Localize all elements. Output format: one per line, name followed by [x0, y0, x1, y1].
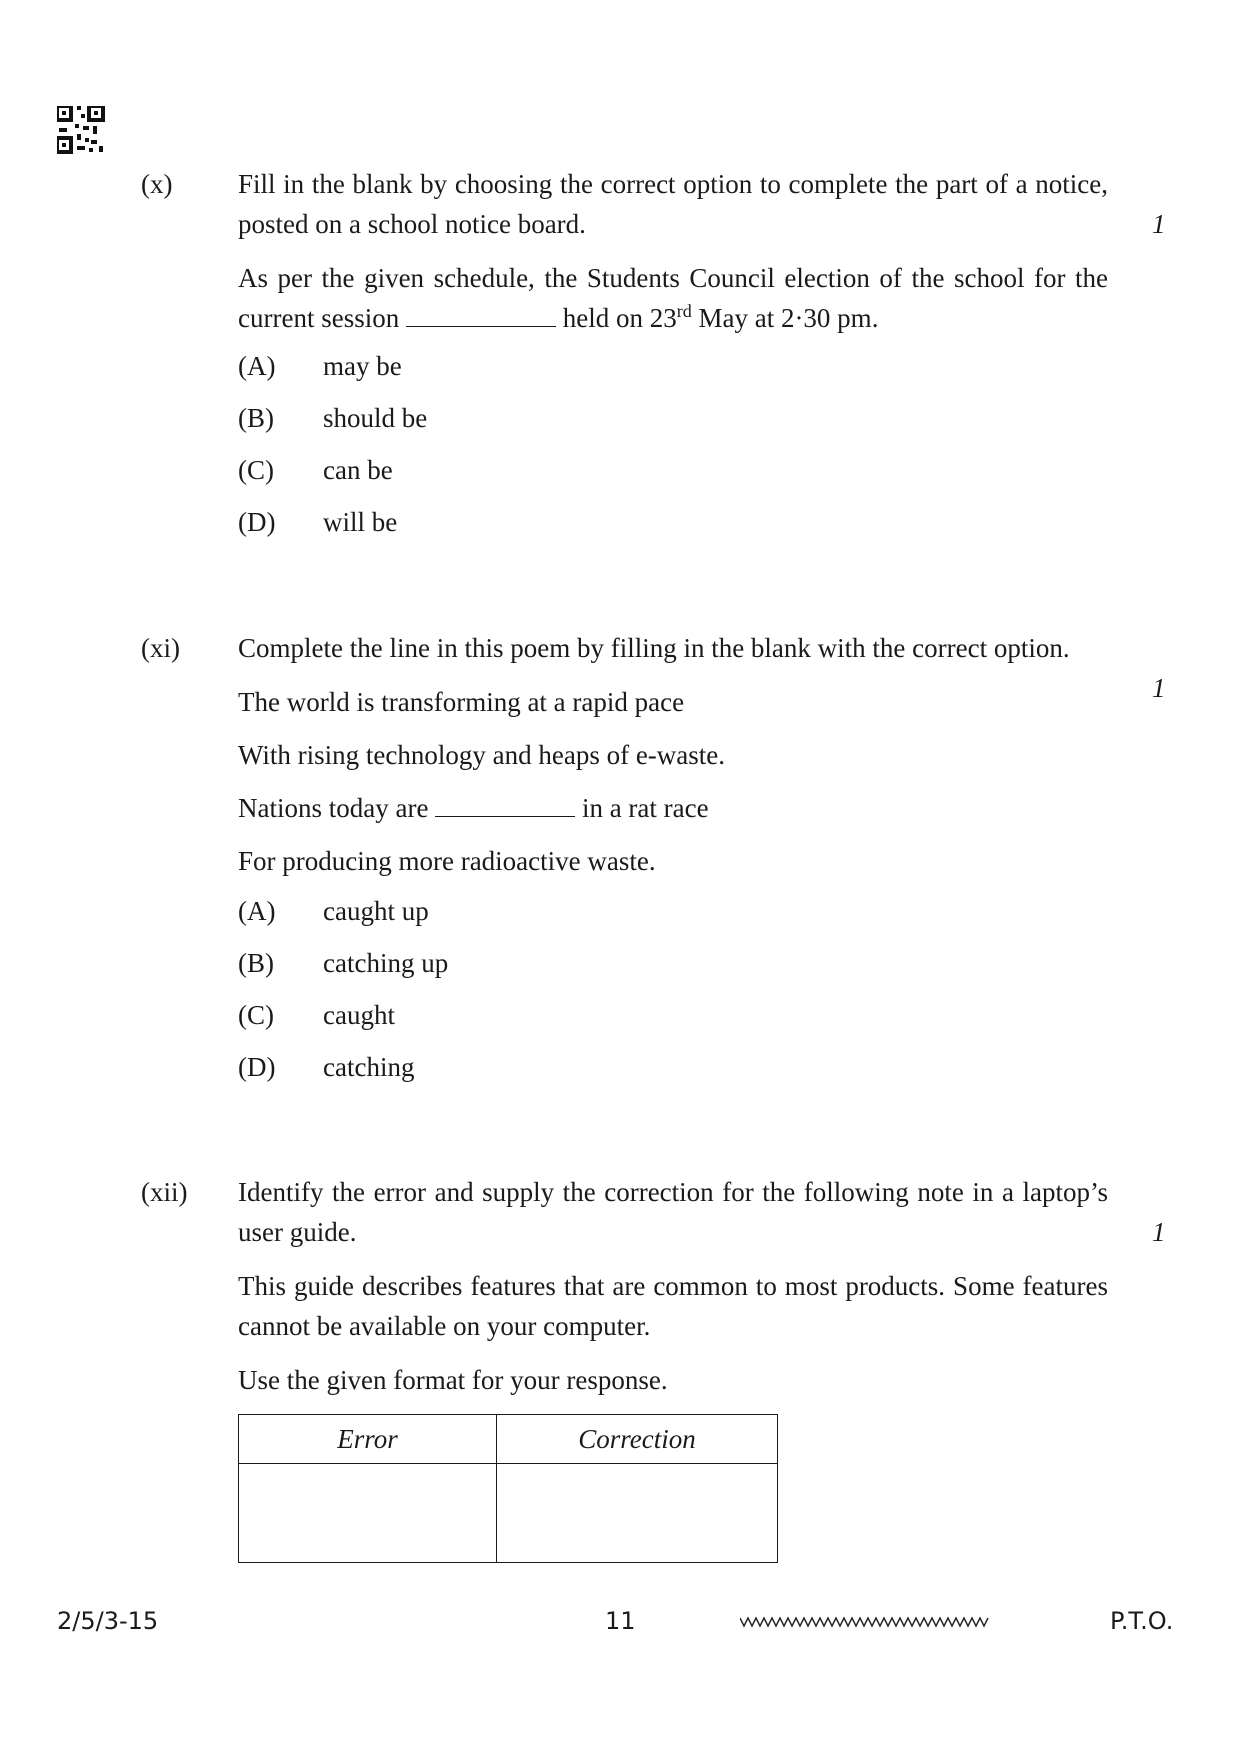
- option-text: caught up: [323, 896, 429, 926]
- option[interactable]: [238, 1047, 1108, 1099]
- option[interactable]: [238, 346, 1108, 398]
- question-number: (xi): [141, 633, 180, 663]
- option-text: can be: [323, 455, 393, 485]
- marks: 1: [1152, 673, 1166, 703]
- question-number: (xii): [141, 1177, 188, 1207]
- option[interactable]: [238, 995, 1108, 1047]
- option-text: will be: [323, 507, 398, 537]
- poem-line-4: For producing more radioactive waste.: [238, 846, 656, 876]
- option[interactable]: [238, 502, 1108, 554]
- option[interactable]: [238, 398, 1108, 450]
- answer-blank: [435, 792, 575, 817]
- option-text: catching up: [323, 948, 449, 978]
- notice-text-before: As per the given schedule, the Students Council election of the school for the current session: [238, 263, 1108, 333]
- question-body: [238, 628, 1108, 1099]
- pto-label: P.T.O.: [1110, 1607, 1174, 1635]
- notice-passage: [238, 258, 1108, 338]
- poem-text-after: in a rat race: [581, 793, 709, 823]
- paper-code: 2/5/3-15: [57, 1607, 159, 1635]
- marks: 1: [1152, 209, 1166, 239]
- user-guide-note: This guide describes features that are common to most products. Some features cannot be available on your computer.: [238, 1271, 1108, 1341]
- poem-text-before: Nations today are: [238, 793, 429, 823]
- ordinal-suffix: rd: [676, 301, 692, 321]
- correction-cell[interactable]: [497, 1464, 778, 1563]
- notice-text-after: held on 23: [562, 303, 677, 333]
- qr-code-icon: [57, 106, 105, 154]
- answer-blank: [406, 302, 556, 327]
- option-text: catching: [323, 1052, 415, 1082]
- option-label: (A): [238, 896, 276, 926]
- response-table: [238, 1414, 778, 1563]
- option-label: (B): [238, 948, 274, 978]
- option-label: (D): [238, 507, 276, 537]
- error-cell[interactable]: [239, 1464, 497, 1563]
- option[interactable]: [238, 891, 1108, 943]
- option[interactable]: [238, 450, 1108, 502]
- option-text: caught: [323, 1000, 395, 1030]
- question-prompt: Fill in the blank by choosing the correct option to complete the part of a notice, posted on a school notice board.: [238, 169, 1108, 239]
- question-number: (x): [141, 169, 173, 199]
- option-text: may be: [323, 351, 402, 381]
- question-prompt: Complete the line in this poem by filling in the blank with the correct option.: [238, 633, 1070, 663]
- option-text: should be: [323, 403, 428, 433]
- response-instruction: Use the given format for your response.: [238, 1365, 668, 1395]
- question-prompt: Identify the error and supply the correction for the following note in a laptop’s user guide.: [238, 1177, 1108, 1247]
- question-body: [238, 1172, 1108, 1400]
- marks: 1: [1152, 1217, 1166, 1247]
- option-label: (B): [238, 403, 274, 433]
- option-label: (C): [238, 455, 274, 485]
- page-number: 11: [605, 1607, 636, 1635]
- poem-line-1: The world is transforming at a rapid pace: [238, 687, 685, 717]
- option-label: (D): [238, 1052, 276, 1082]
- error-header: Error: [239, 1415, 497, 1464]
- option[interactable]: [238, 943, 1108, 995]
- poem-line-2: With rising technology and heaps of e-waste.: [238, 740, 726, 770]
- option-label: (A): [238, 351, 276, 381]
- notice-text-end: May at 2·30 pm.: [698, 303, 879, 333]
- poem-line-3: [238, 788, 1108, 828]
- question-body: [238, 164, 1108, 554]
- correction-header: Correction: [497, 1415, 778, 1464]
- option-label: (C): [238, 1000, 274, 1030]
- wavy-line-icon: [740, 1614, 990, 1630]
